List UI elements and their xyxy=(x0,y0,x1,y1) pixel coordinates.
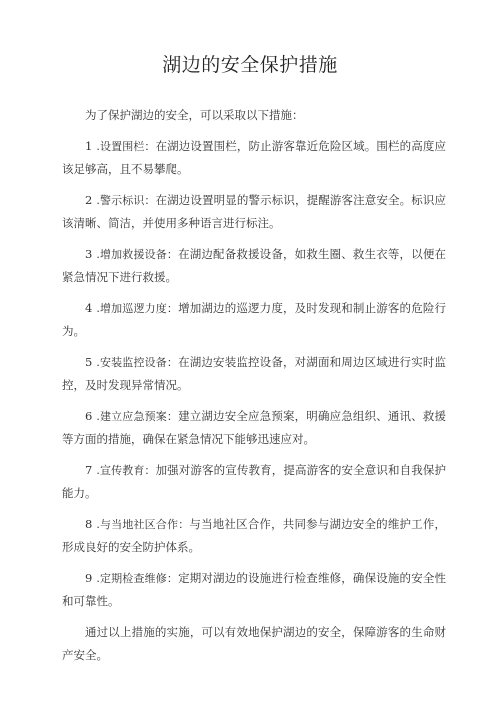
item-text: 加强对游客的宣传教育，提高游客的安全意识和自我保护能力。 xyxy=(62,463,446,500)
measure-item-1 xyxy=(62,135,446,181)
item-heading: .增加救援设备： xyxy=(96,248,179,261)
item-text: 建立湖边安全应急预案，明确应急组织、通讯、救援等方面的措施，确保在紧急情况下能够迅速应对。 xyxy=(62,409,447,446)
item-text: 增加湖边的巡逻力度，及时发现和制止游客的危险行为。 xyxy=(62,301,447,338)
item-text: 在湖边安装监控设备，对湖面和周边区域进行实时监控，及时发现异常情况。 xyxy=(62,355,447,392)
item-number: 2 xyxy=(85,193,93,207)
measure-item-9 xyxy=(62,567,446,613)
item-heading: .定期检查维修： xyxy=(96,572,179,585)
measure-item-2 xyxy=(62,189,446,235)
item-heading: .建立应急预案： xyxy=(96,410,179,423)
measure-item-7 xyxy=(62,459,446,505)
item-heading: .增加巡逻力度： xyxy=(96,302,179,315)
item-number: 5 xyxy=(85,355,93,369)
item-text: 在湖边配备救援设备，如救生圈、救生衣等，以便在紧急情况下进行救援。 xyxy=(62,247,447,284)
item-heading: .与当地社区合作： xyxy=(96,518,190,531)
item-number: 4 xyxy=(85,301,93,315)
item-heading: .安装监控设备： xyxy=(96,356,179,369)
measure-item-8 xyxy=(62,513,446,559)
measure-item-6 xyxy=(62,405,446,451)
item-number: 8 xyxy=(85,517,93,531)
item-number: 1 xyxy=(85,139,93,153)
measure-item-3 xyxy=(62,243,446,289)
item-heading: .设置围栏： xyxy=(96,140,156,153)
item-number: 3 xyxy=(85,247,93,261)
item-text: 与当地社区合作，共同参与湖边安全的维护工作，形成良好的安全防护体系。 xyxy=(62,517,447,554)
measure-item-5 xyxy=(62,351,446,397)
conclusion-paragraph: 通过以上措施的实施，可以有效地保护湖边的安全，保障游客的生命财产安全。 xyxy=(62,625,446,662)
item-text: 定期对湖边的设施进行检查维修，确保设施的安全性和可靠性。 xyxy=(62,571,447,608)
item-text: 在湖边设置明显的警示标识，提醒游客注意安全。标识应该清晰、简洁，并使用多种语言进行标注。 xyxy=(62,193,446,230)
item-number: 7 xyxy=(85,463,93,477)
document-body xyxy=(62,104,446,675)
intro-paragraph: 为了保护湖边的安全，可以采取以下措施： xyxy=(85,108,304,122)
measure-item-4 xyxy=(62,297,446,343)
item-number: 9 xyxy=(85,571,93,585)
item-number: 6 xyxy=(85,409,93,423)
item-heading: .警示标识： xyxy=(96,194,156,207)
item-text: 在湖边设置围栏，防止游客靠近危险区域。围栏的高度应该足够高，且不易攀爬。 xyxy=(62,139,446,176)
item-heading: .宣传教育： xyxy=(96,464,156,477)
document-title: 湖边的安全保护措施 xyxy=(162,54,338,76)
